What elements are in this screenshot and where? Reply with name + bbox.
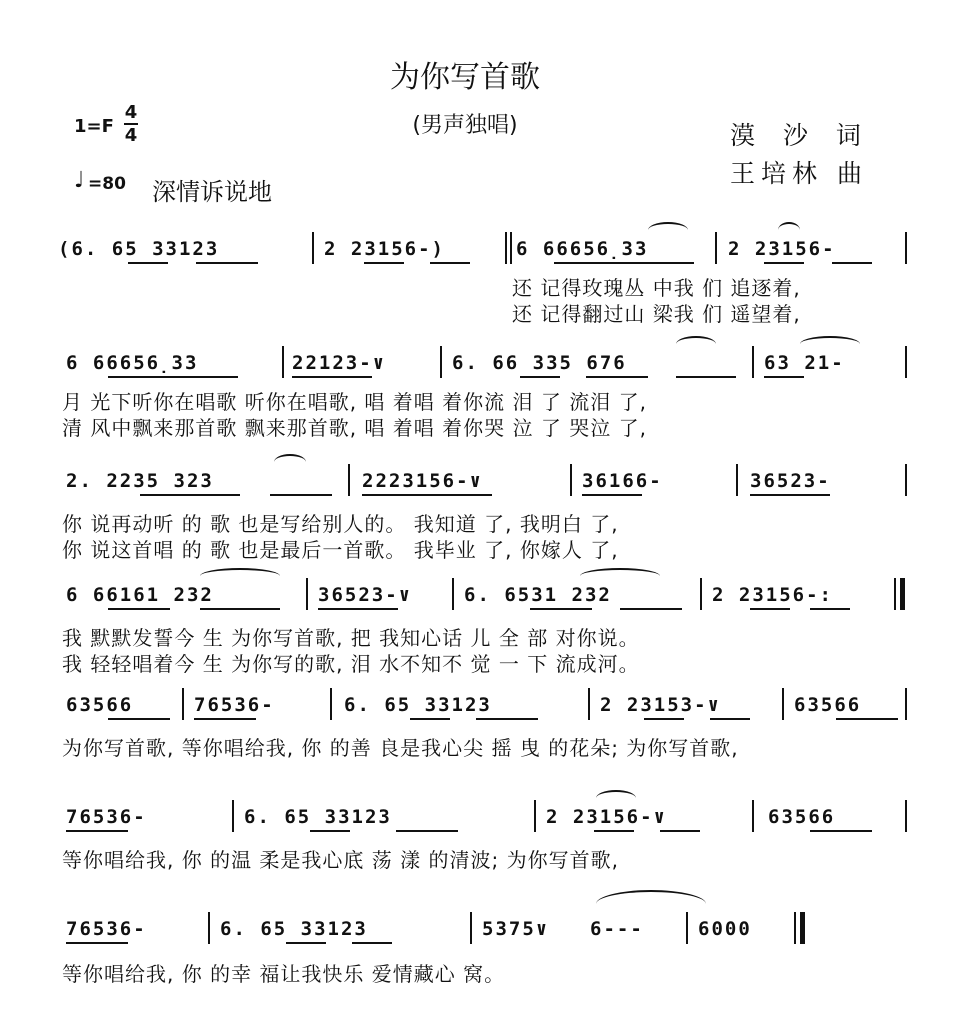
lyric-line: 等你唱给我, 你 的幸 福让我快乐 爱情藏心 窝。 <box>62 962 506 986</box>
measure: 36523- <box>750 470 831 492</box>
song-title: 为你写首歌 <box>390 60 540 95</box>
measure: 2 23156-∨ <box>546 806 667 828</box>
measure: 2 23156- <box>728 238 836 260</box>
time-signature-top: 4 <box>124 102 138 123</box>
measure: 2223156-∨ <box>362 470 483 492</box>
measure: 36523-∨ <box>318 584 413 606</box>
measure: 6--- <box>590 918 644 940</box>
time-signature <box>124 102 138 146</box>
measure: 63 21- <box>764 352 845 374</box>
measure: 6 66656̣33 <box>66 352 199 374</box>
measure: 76536- <box>66 806 147 828</box>
measure: 63566 <box>66 694 134 716</box>
measure: 2 23153-∨ <box>600 694 721 716</box>
lyric-line: 为你写首歌, 等你唱给我, 你 的善 良是我心尖 摇 曳 的花朵; 为你写首歌, <box>62 736 739 760</box>
measure: 6. 6531 232 <box>464 584 612 606</box>
measure: 6. 65 33123 <box>220 918 368 940</box>
lyric-line: 等你唱给我, 你 的温 柔是我心底 荡 漾 的清波; 为你写首歌, <box>62 848 619 872</box>
measure: 63566 <box>768 806 836 828</box>
measure: 63566 <box>794 694 862 716</box>
measure: 36166- <box>582 470 663 492</box>
measure: 2 23156-: <box>712 584 833 606</box>
expression-marking: 深情诉说地 <box>152 178 272 206</box>
lyric-verse-1: 月 光下听你在唱歌 听你在唱歌, 唱 着唱 着你流 泪 了 流泪 了, <box>62 390 647 414</box>
lyric-verse-1: 你 说再动听 的 歌 也是写给别人的。 我知道 了, 我明白 了, <box>62 512 619 536</box>
measure: 76536- <box>66 918 147 940</box>
measure: 76536- <box>194 694 275 716</box>
song-subtitle: (男声独唱) <box>412 113 518 138</box>
measure: 6000 <box>698 918 752 940</box>
measure: 2. 2235 323 <box>66 470 214 492</box>
lyricist-credit: 漠 沙 词 <box>730 121 871 150</box>
lyric-verse-2: 还 记得翻过山 梁我 们 遥望着, <box>512 302 801 326</box>
time-signature-bottom: 4 <box>124 125 138 146</box>
lyric-verse-2: 我 轻轻唱着今 生 为你写的歌, 泪 水不知不 觉 一 下 流成河。 <box>62 652 640 676</box>
lyric-verse-2: 清 风中飘来那首歌 飘来那首歌, 唱 着唱 着你哭 泣 了 哭泣 了, <box>62 416 647 440</box>
tempo-marking: =80 <box>88 174 126 194</box>
measure: 5375∨ <box>482 918 550 940</box>
measure: 6 66656̣33 <box>516 238 649 260</box>
measure: 6. 65 33123 <box>344 694 492 716</box>
measure: (6. 65 33123 <box>58 238 220 260</box>
measure: 6 66161 232 <box>66 584 214 606</box>
measure: 6. 65 33123 <box>244 806 392 828</box>
measure: 6. 66 335 676 <box>452 352 627 374</box>
composer-credit: 王培林 曲 <box>730 159 868 188</box>
key-signature: 1=F <box>74 116 114 137</box>
lyric-verse-1: 我 默默发誓今 生 为你写首歌, 把 我知心话 儿 全 部 对你说。 <box>62 626 640 650</box>
measure: 22123-∨ <box>292 352 387 374</box>
quarter-note-icon: ♩ <box>74 168 85 193</box>
measure: 2 23156-) <box>324 238 445 260</box>
lyric-verse-1: 还 记得玫瑰丛 中我 们 追逐着, <box>512 276 801 300</box>
lyric-verse-2: 你 说这首唱 的 歌 也是最后一首歌。 我毕业 了, 你嫁人 了, <box>62 538 619 562</box>
